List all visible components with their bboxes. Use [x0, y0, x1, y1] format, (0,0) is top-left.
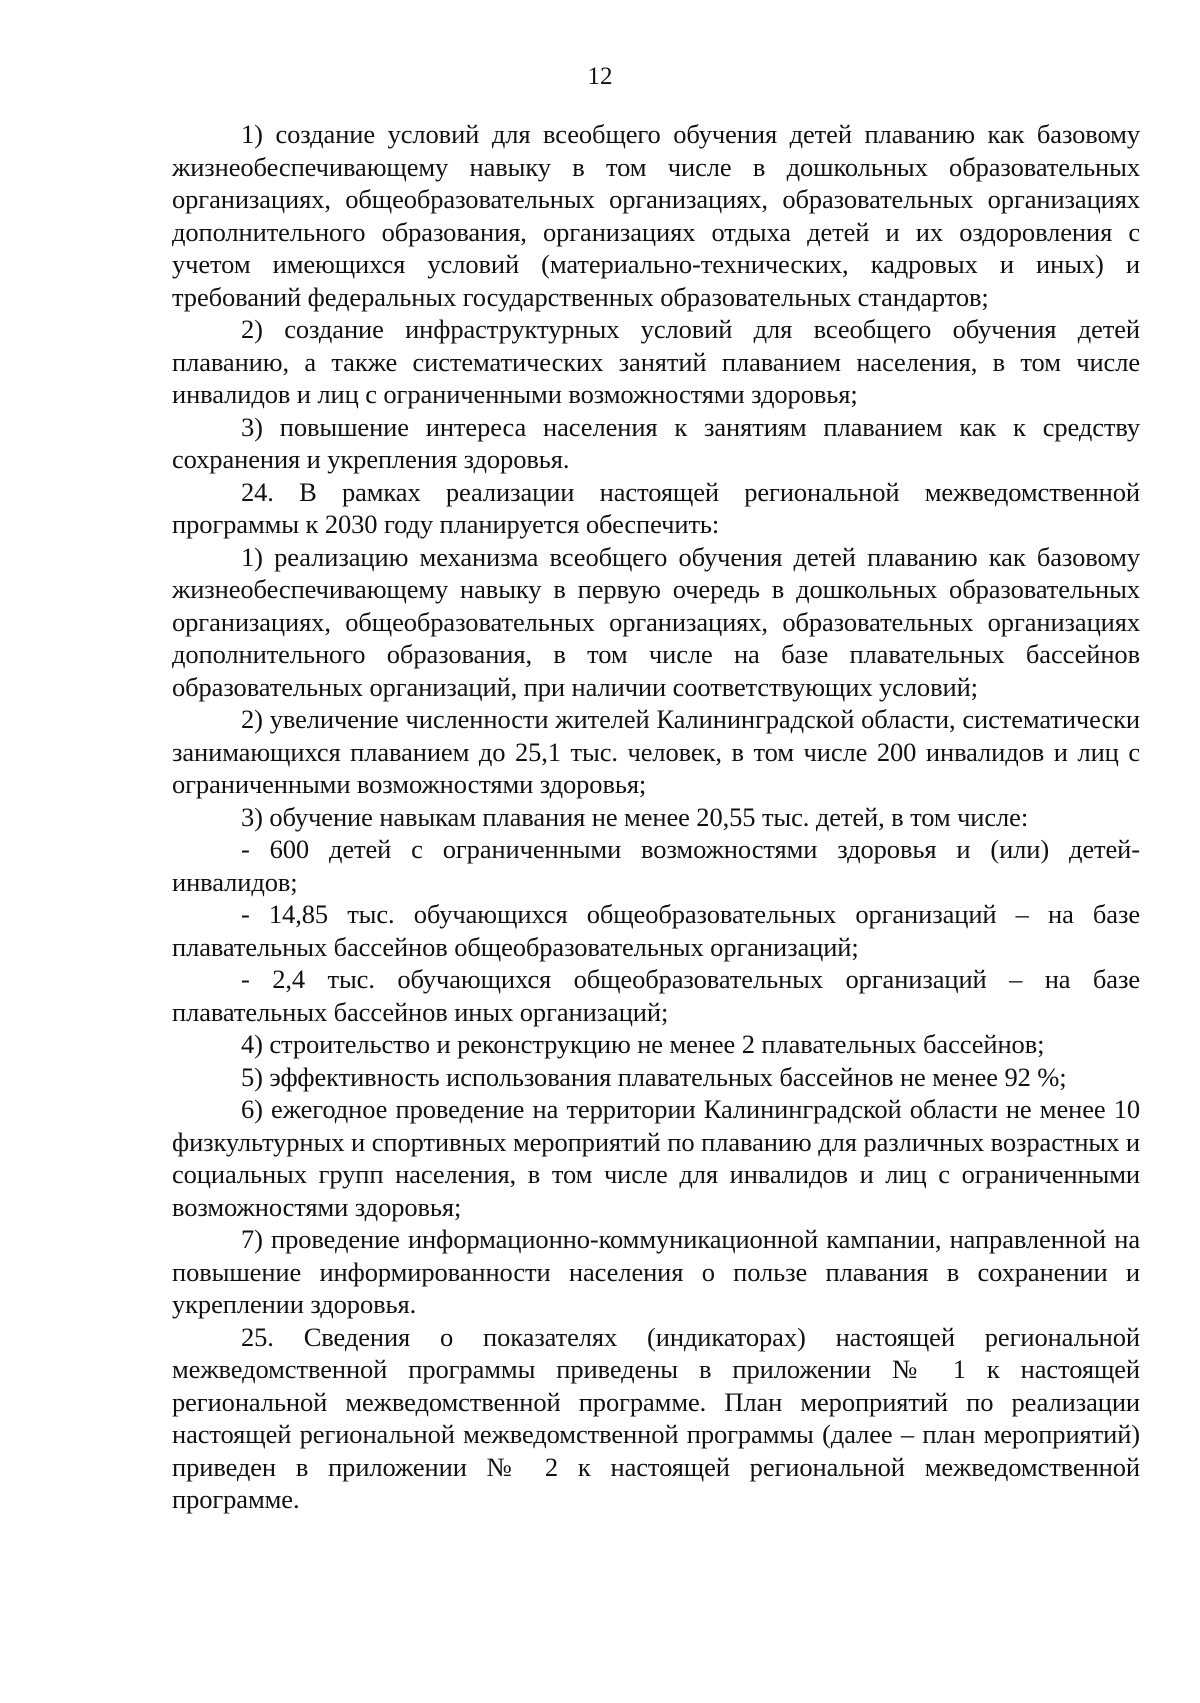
paragraph-24-program-goals: 24. В рамках реализации настоящей региональной межведомственной программы к 2030 году планируется обеспечить:: [172, 476, 1140, 539]
paragraph-bullet-2-4: - 2,4 тыс. обучающихся общеобразовательных организаций – на базе плавательных бассейнов иных организаций;: [172, 964, 1140, 1027]
paragraph-goal-5-efficiency: 5) эффективность использования плавательных бассейнов не менее 92 %;: [241, 1061, 1067, 1092]
page-number: 12: [587, 63, 613, 90]
paragraph-goal-1-mechanism: 1) реализацию механизма всеобщего обучения детей плаванию как базовому жизнеобеспечивающему навыку в первую очередь в дошкольных образовательных организациях, общеобразовательных организациях, образовательных организациях дополнительного образования, в том числе на базе плавательных бассейнов образовательных организаций, при наличии соответствующих условий;: [172, 541, 1140, 702]
paragraph-goal-4-construction: 4) строительство и реконструкцию не менее 2 плавательных бассейнов;: [241, 1029, 1045, 1059]
paragraph-2-infrastructure-conditions: 2) создание инфраструктурных условий для всеобщего обучения детей плаванию, а также систематических занятий плаванием населения, в том числе инвалидов и лиц с ограниченными возможностями здоровья;: [172, 314, 1140, 409]
paragraph-3-raising-interest: 3) повышение интереса населения к занятиям плаванием как к средству сохранения и укрепления здоровья.: [172, 411, 1140, 474]
paragraph-25-indicators: 25. Сведения о показателях (индикаторах) настоящей региональной межведомственной программы приведены в приложении № 1 к настоящей региональной межведомственной программе. План мероприятий по реализации настоящей региональной межведомственной программы (далее – план мероприятий) приведен в приложении № 2 к настоящей региональной межведомственной программе.: [172, 1321, 1140, 1514]
paragraph-goal-6-events: 6) ежегодное проведение на территории Калининградской области не менее 10 физкультурных и спортивных мероприятий по плаванию для различных возрастных и социальных групп населения, в том числе для инвалидов и лиц с ограниченными возможностями здоровья;: [172, 1094, 1140, 1222]
document-body: [172, 118, 1140, 1516]
paragraph-goal-2-residents: 2) увеличение численности жителей Калининградской области, систематически занимающихся плаванием до 25,1 тыс. человек, в том числе 200 инвалидов и лиц с ограниченными возможностями здоровья;: [172, 704, 1140, 799]
paragraph-goal-7-campaign: 7) проведение информационно-коммуникационной кампании, направленной на повышение информированности населения о пользе плавания в сохранении и укреплении здоровья.: [172, 1224, 1140, 1319]
paragraph-goal-3-training: 3) обучение навыкам плавания не менее 20,55 тыс. детей, в том числе:: [241, 801, 1029, 832]
paragraph-bullet-14-85: - 14,85 тыс. обучающихся общеобразовательных организаций – на базе плавательных бассейнов общеобразовательных организаций;: [172, 899, 1140, 962]
paragraph-1-condition-general-swimming: 1) создание условий для всеобщего обучения детей плаванию как базовому жизнеобеспечивающему навыку в том числе в дошкольных образовательных организациях, общеобразовательных организациях, образовательных организациях дополнительного образования, организациях отдыха детей и их оздоровления с учетом имеющихся условий (материально-технических, кадровых и иных) и требований федеральных государственных образовательных стандартов;: [172, 119, 1140, 312]
paragraph-bullet-600-children: - 600 детей с ограниченными возможностями здоровья и (или) детей-инвалидов;: [172, 834, 1140, 897]
